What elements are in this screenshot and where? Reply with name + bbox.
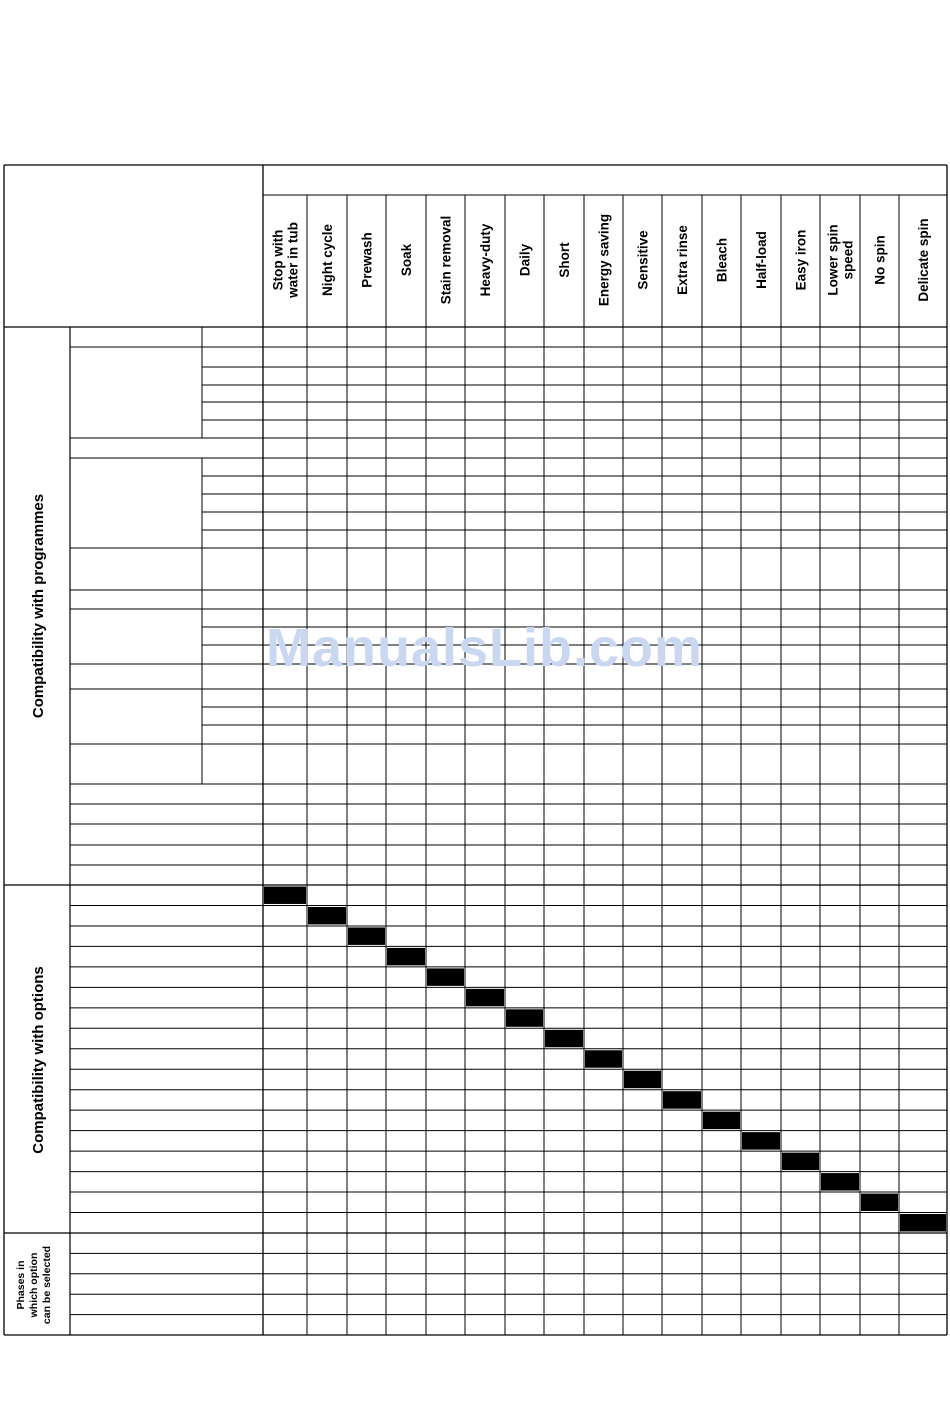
- column-header-label: Stain removal: [438, 215, 454, 305]
- column-header: [557, 242, 572, 278]
- column-header: [873, 235, 888, 285]
- phases-line-1: Phases in: [15, 1260, 27, 1310]
- column-header: [518, 243, 533, 276]
- diagonal-block: [782, 1153, 819, 1170]
- column-header: [399, 243, 414, 276]
- phases-line-2: which option: [28, 1252, 40, 1318]
- column-header-label: Night cycle: [320, 223, 335, 297]
- diagonal-block: [861, 1194, 898, 1211]
- column-header: [826, 224, 856, 295]
- diagonal-block: [821, 1173, 859, 1190]
- column-header-label: Sensitive: [635, 230, 651, 290]
- diagonal-block: [663, 1091, 701, 1108]
- phases-line-3: can be selected: [41, 1245, 53, 1325]
- column-header-label: Half-load: [754, 231, 769, 289]
- column-header-label: Delicate spin: [916, 218, 931, 302]
- column-header: [439, 216, 454, 305]
- diagonal-block: [264, 887, 306, 904]
- column-header-label: Prewash: [359, 232, 375, 288]
- column-header-label: Energy saving: [596, 213, 612, 307]
- column-header-label: Stop with: [270, 229, 286, 291]
- column-header-label: speed: [840, 240, 856, 280]
- column-header: [636, 230, 651, 290]
- diagonal-block: [348, 927, 385, 944]
- column-header: [675, 225, 690, 295]
- column-header: [597, 214, 612, 306]
- column-header: [360, 232, 375, 288]
- section-label-phases: [15, 1246, 53, 1324]
- diagonal-block: [742, 1132, 780, 1149]
- column-header: [794, 230, 809, 291]
- column-header: [320, 224, 335, 297]
- column-header-label: Bleach: [714, 237, 730, 283]
- diagonal-block: [308, 907, 346, 924]
- diagonal-block: [703, 1112, 740, 1129]
- column-header-label: Heavy-duty: [478, 223, 493, 297]
- diagonal-block: [545, 1030, 583, 1047]
- column-header-label: Extra rinse: [675, 225, 690, 295]
- watermark: ManualsLib.com: [266, 618, 704, 678]
- column-header: [478, 223, 493, 296]
- diagonal-block: [427, 968, 464, 985]
- column-header-label: Easy iron: [793, 229, 809, 291]
- diagonal-block: [466, 989, 504, 1006]
- section-label-programmes: Compatibility with programmes: [30, 493, 47, 719]
- column-headers: [271, 214, 932, 306]
- diagonal-block: [387, 948, 425, 965]
- column-header-label: Daily: [517, 243, 533, 277]
- column-header-label: Lower spin: [825, 224, 841, 296]
- diagonal-block: [506, 1009, 543, 1026]
- column-header: [715, 238, 730, 282]
- column-header-label: Short: [557, 242, 572, 278]
- column-header-label: No spin: [872, 235, 888, 285]
- column-header-label: water in tub: [285, 222, 301, 298]
- column-header-label: Soak: [399, 243, 414, 277]
- diagonal-block: [624, 1071, 661, 1088]
- column-header: [754, 231, 769, 289]
- column-header: [916, 218, 931, 301]
- diagonal-block: [900, 1214, 946, 1231]
- section-label-options: Compatibility with options: [30, 966, 47, 1154]
- column-header: [271, 222, 301, 299]
- diagonal-block: [585, 1050, 622, 1067]
- diagonal-blocks: [264, 887, 946, 1232]
